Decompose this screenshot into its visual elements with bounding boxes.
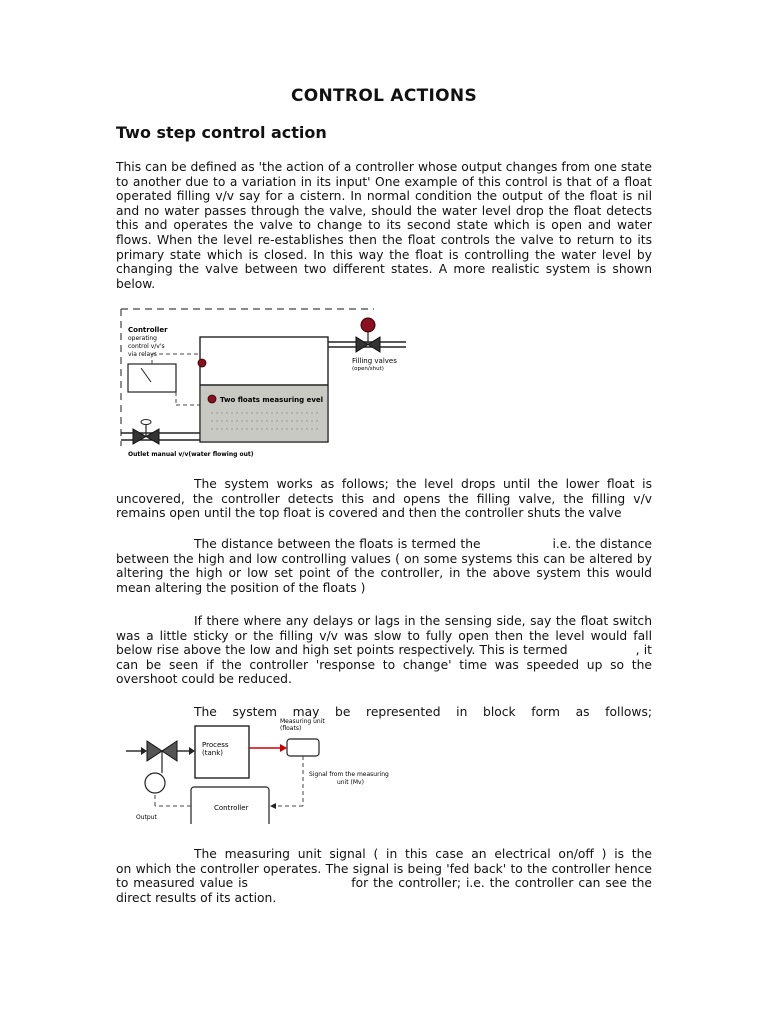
paragraph-feedback: The measuring unit signal ( in this case an electrical on/off ) is the on which the controller operates. The signal is being 'fed back' to the controller hence to measured value is for the controller; i.e. the controller can see the direct results of its action. xyxy=(116,847,711,905)
paragraph-block-form: The system may be represented in block form as follows; xyxy=(194,705,652,719)
block-valve-symbol xyxy=(147,741,162,761)
tank-system-diagram xyxy=(116,306,416,464)
signal-label-line-2: unit (Mv) xyxy=(337,779,364,786)
paragraph-intro: This can be defined as 'the action of a controller whose output changes from one state to another due to a variation in its input' One example of this control is that of a float operated filling v/v say for a cistern. In normal condition the output of the float is nil and no water passes through the valve, should the water level drop the float detects this and operates the valve to change to its second state which is open and water flows. When the level re-establishes then the float controls the valve to return to its primary state which is closed. In this way the float is controlling the water level by changing the valve between two different states. A more realistic system is shown below. xyxy=(116,160,652,291)
section-heading: Two step control action xyxy=(116,123,327,142)
process-label-line-2: (tank) xyxy=(202,749,223,757)
tank-water xyxy=(201,385,327,441)
paragraph-system-works: The system works as follows; the level drops until the lower float is uncovered, the controller detects this and opens the filling valve, the filling v/v remains open until the top float is covered and then the controller shuts the valve xyxy=(116,477,652,521)
controller-block-label: Controller xyxy=(214,804,249,812)
lower-float xyxy=(208,395,216,403)
outlet-label: Outlet manual v/v(water flowing out) xyxy=(128,451,254,458)
paragraph-float-distance: The distance between the floats is termed the i.e. the distance between the high and low controlling values ( on some systems this can be altered by altering the high or low set point of the controller, in the above system this would mean altering the position of the floats ) xyxy=(116,537,656,595)
output-label: Output xyxy=(136,814,157,821)
filling-valve-actuator xyxy=(361,318,375,332)
controller-label-line-2: operating xyxy=(128,335,157,342)
measuring-label-line-2: (floats) xyxy=(280,725,302,732)
floats-label: Two floats measuring evel xyxy=(220,396,324,404)
filling-valve-symbol xyxy=(356,337,368,352)
page-title: CONTROL ACTIONS xyxy=(290,86,478,106)
block-diagram xyxy=(116,716,416,824)
upper-float xyxy=(198,359,206,367)
controller-label-line-3: control v/v's xyxy=(128,343,165,350)
measuring-unit-box xyxy=(287,739,319,756)
process-label-line-1: Process xyxy=(202,741,229,749)
paragraph-delays: If there where any delays or lags in the sensing side, say the float switch was a little sticky or the filling v/v was slow to fully open then the level would fall below rise above the low and high set points respectively. This is termed , it can be seen if the controller 'response to change' time was speeded up so the overshoot could be reduced. xyxy=(116,614,656,687)
filling-label-line-2: (open/shut) xyxy=(352,366,384,372)
controller-box xyxy=(128,364,176,392)
signal-label-line-1: Signal from the measuring xyxy=(309,771,389,778)
outlet-valve-symbol xyxy=(133,429,146,444)
filling-label-line-1: Filling valves xyxy=(352,357,397,365)
block-valve-actuator xyxy=(145,773,165,793)
controller-label-line-4: via relays xyxy=(128,351,157,358)
measuring-label-line-1: Measuring unit xyxy=(280,718,325,725)
controller-label-line-1: Controller xyxy=(128,326,168,334)
